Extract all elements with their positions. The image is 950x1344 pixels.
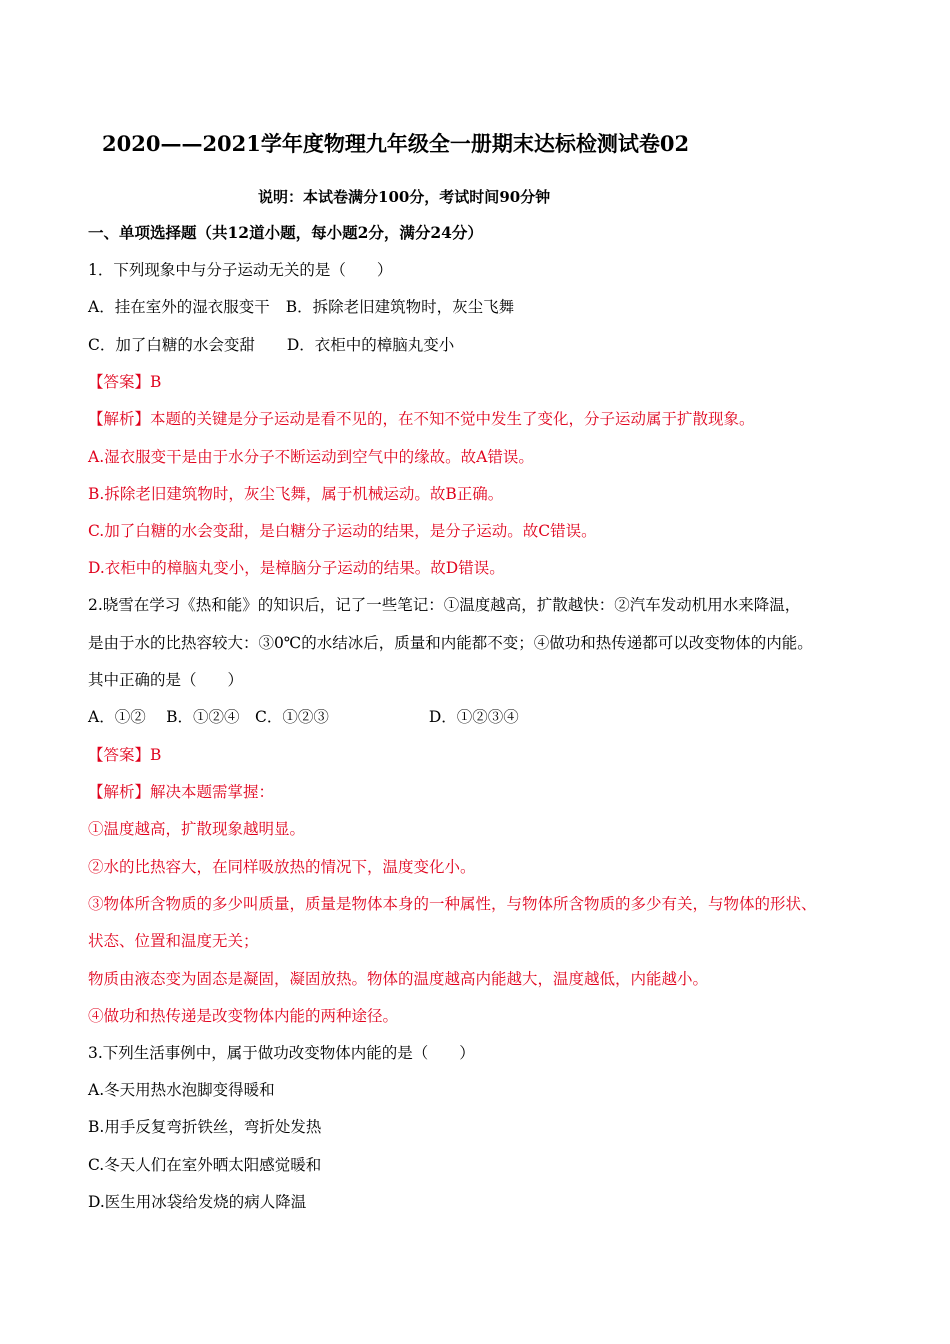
q1-analysis: 【解析】本题的关键是分子运动是看不见的，在不知不觉中发生了变化，分子运动属于扩散现象。 (88, 410, 755, 428)
q1-explain-d: D.衣柜中的樟脑丸变小，是樟脑分子运动的结果。故D错误。 (88, 559, 505, 577)
q3-stem: 3.下列生活事例中，属于做功改变物体内能的是（ ） (88, 1044, 475, 1062)
q2-explain-3b: 状态、位置和温度无关； (88, 932, 259, 950)
q2-options (88, 706, 519, 728)
q3-option-c: C.冬天人们在室外晒太阳感觉暖和 (88, 1156, 322, 1174)
q1-explain-c: C.加了白糖的水会变甜，是白糖分子运动的结果，是分子运动。故C错误。 (88, 522, 597, 540)
q2-stem-line2: 是由于水的比热容较大：③0℃的水结冰后，质量和内能都不变；④做功和热传递都可以改变物体的内能。 (88, 634, 813, 652)
q2-options-abc: A．①② B．①②④ C．①②③ (88, 708, 329, 726)
q1-stem: 1．下列现象中与分子运动无关的是（ ） (88, 261, 393, 279)
q3-option-b: B.用手反复弯折铁丝，弯折处发热 (88, 1118, 322, 1136)
q1-options-cd (88, 334, 454, 356)
exam-note: 说明：本试卷满分100分，考试时间90分钟 (258, 188, 551, 206)
q1-options-ab (88, 296, 514, 318)
q1-option-b: B．拆除老旧建筑物时，灰尘飞舞 (285, 298, 515, 316)
q1-option-c: C．加了白糖的水会变甜 (88, 336, 255, 354)
q2-stem-line1: 2.晓雪在学习《热和能》的知识后，记了一些笔记：①温度越高，扩散越快：②汽车发动机用水来降温， (88, 596, 801, 614)
q3-option-d: D.医生用冰袋给发烧的病人降温 (88, 1193, 307, 1211)
q1-option-d: D．衣柜中的樟脑丸变小 (286, 336, 455, 354)
q2-explain-3c: 物质由液态变为固态是凝固，凝固放热。物体的温度越高内能越大，温度越低，内能越小。 (88, 970, 709, 988)
q2-option-d: D．①②③④ (428, 708, 519, 726)
q1-answer: 【答案】B (88, 373, 162, 391)
q1-explain-b: B.拆除老旧建筑物时，灰尘飞舞，属于机械运动。故B正确。 (88, 485, 504, 503)
q2-explain-4: ④做功和热传递是改变物体内能的两种途径。 (88, 1007, 399, 1025)
q2-explain-3a: ③物体所含物质的多少叫质量，质量是物体本身的一种属性，与物体所含物质的多少有关，与物体的形状、 (88, 895, 817, 913)
section-heading: 一、单项选择题（共12道小题，每小题2分，满分24分） (88, 223, 483, 242)
page-title: 2020——2021学年度物理九年级全一册期末达标检测试卷02 (102, 131, 690, 156)
q2-explain-2: ②水的比热容大，在同样吸放热的情况下，温度变化小。 (88, 858, 476, 876)
q1-explain-a: A.湿衣服变干是由于水分子不断运动到空气中的缘故。故A错误。 (88, 448, 534, 466)
q3-option-a: A.冬天用热水泡脚变得暖和 (88, 1081, 275, 1099)
q1-option-a: A．挂在室外的湿衣服变干 (88, 298, 270, 316)
q2-answer: 【答案】B (88, 746, 162, 764)
q2-analysis: 【解析】解决本题需掌握： (88, 783, 275, 801)
q2-stem-line3: 其中正确的是（ ） (88, 671, 244, 689)
q2-explain-1: ①温度越高，扩散现象越明显。 (88, 820, 306, 838)
